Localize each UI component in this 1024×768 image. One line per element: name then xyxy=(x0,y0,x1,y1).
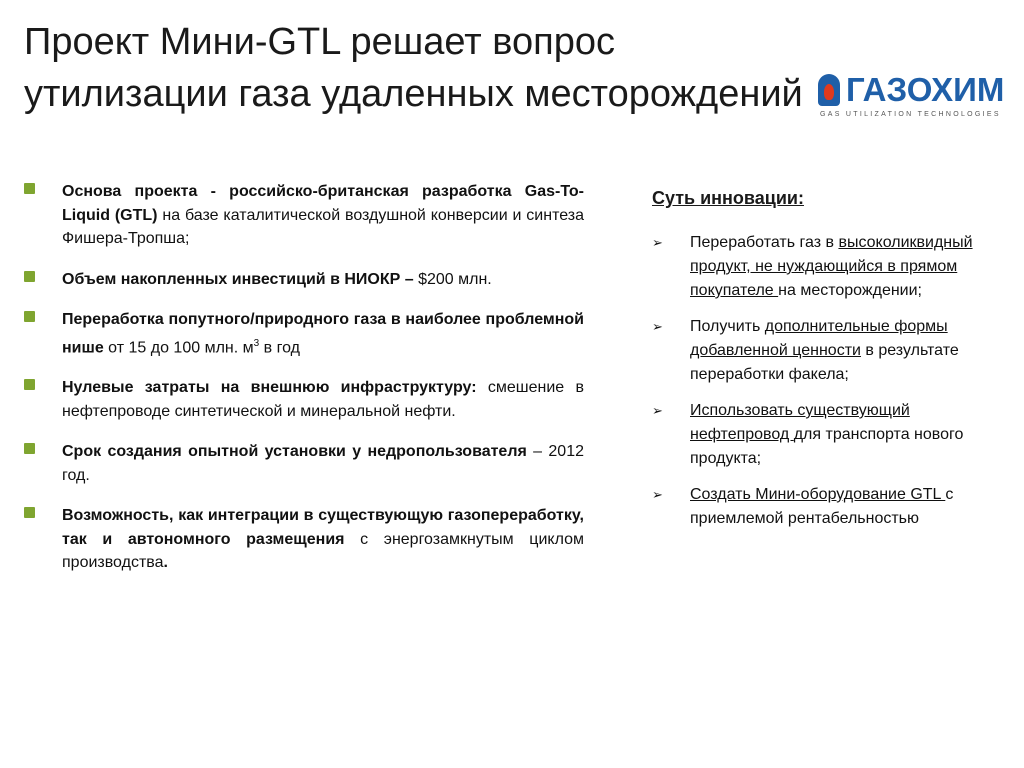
arrow-bullet-icon: ➢ xyxy=(652,235,663,250)
point-text: с энергозамкнутым циклом производства xyxy=(62,530,585,572)
point-bold: Основа проекта - российско-британская разработка Gas-To-Liquid (GTL) xyxy=(62,183,584,224)
square-bullet-icon xyxy=(24,507,35,518)
list-item xyxy=(24,268,584,292)
arrow-bullet-icon: ➢ xyxy=(652,319,663,334)
list-item xyxy=(24,180,584,251)
point-bold: Переработка попутного/природного газа в наиболее проблемной нише xyxy=(62,311,584,356)
point-tail: в год xyxy=(259,338,300,356)
arrow-bullet-icon: ➢ xyxy=(652,487,663,502)
point-tail: . xyxy=(163,554,168,572)
list-item xyxy=(652,315,992,387)
square-bullet-icon xyxy=(24,183,35,194)
item-post: для транспорта нового продукта; xyxy=(690,426,964,467)
page-title: Проект Мини-GTL решает вопрос утилизации газа удаленных месторождений xyxy=(24,21,803,115)
point-text: смешение в нефтепроводе синтетической и минеральной нефти. xyxy=(62,379,584,420)
list-item xyxy=(652,483,992,531)
logo-word: ГАЗОХИМ xyxy=(846,71,1005,108)
item-post: на месторождении; xyxy=(778,282,922,299)
item-underlined: Использовать существующий нефтепровод xyxy=(690,402,910,443)
flame-icon xyxy=(818,74,840,106)
square-bullet-icon xyxy=(24,443,35,454)
item-underlined: Создать Мини-оборудование GTL xyxy=(690,486,946,503)
item-post: с приемлемой рентабельностью xyxy=(690,486,954,527)
point-text: на базе каталитической воздушной конверсии и синтеза Фишера-Тропша; xyxy=(62,206,584,247)
project-points xyxy=(24,180,584,592)
list-item xyxy=(24,308,584,359)
item-underlined: высоколиквидный продукт, не нуждающийся в прямом покупателе xyxy=(690,234,973,299)
point-bold: Объем накопленных инвестиций в НИОКР – xyxy=(62,270,414,288)
square-bullet-icon xyxy=(24,311,35,322)
list-item xyxy=(652,399,992,471)
superscript: 3 xyxy=(253,337,260,349)
point-bold: Возможность, как интеграции в существующую газопереработку, так и автономного размещения xyxy=(62,507,584,548)
list-item xyxy=(652,231,992,303)
gazokhim-logo xyxy=(818,71,1005,122)
logo-subtitle: GAS UTILIZATION TECHNOLOGIES xyxy=(820,111,1001,118)
list-item xyxy=(24,440,584,487)
point-text: $200 млн. xyxy=(413,270,492,288)
item-post: в результате переработки факела; xyxy=(690,342,959,383)
point-text: – 2012 год. xyxy=(62,443,585,484)
item-underlined: дополнительные формы добавленной ценности xyxy=(690,318,948,359)
item-pre: Получить xyxy=(690,318,765,335)
arrow-bullet-icon: ➢ xyxy=(652,403,663,418)
innovation-heading: Суть инновации: xyxy=(652,188,804,208)
list-item xyxy=(24,504,584,575)
innovation-panel xyxy=(652,185,992,543)
point-text: от 15 до 100 млн. м xyxy=(103,338,254,356)
point-bold: Срок создания опытной установки у недропользователя xyxy=(62,443,527,461)
item-pre: Переработать газ в xyxy=(690,234,839,251)
point-bold: Нулевые затраты на внешнюю инфраструктуру: xyxy=(62,379,477,397)
list-item xyxy=(24,376,584,423)
square-bullet-icon xyxy=(24,271,35,282)
square-bullet-icon xyxy=(24,379,35,390)
